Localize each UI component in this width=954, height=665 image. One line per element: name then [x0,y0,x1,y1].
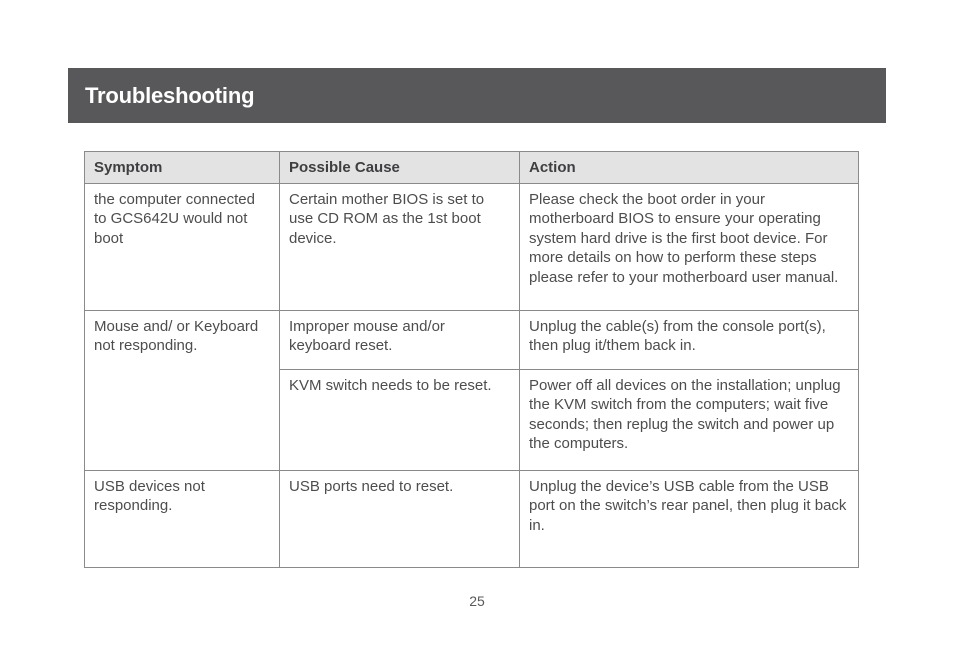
header-symptom: Symptom [85,152,280,184]
action-cell: Power off all devices on the installation; unplug the KVM switch from the computers; wait five seconds; then replug the switch and power up the computers. [520,370,859,471]
troubleshooting-table [84,151,859,568]
section-title-bar [68,68,886,123]
page-title: Troubleshooting [85,82,255,108]
action-cell: Unplug the cable(s) from the console port(s), then plug it/them back in. [520,311,859,370]
cause-cell: Improper mouse and/or keyboard reset. [280,311,520,370]
symptom-cell: USB devices not responding. [85,471,280,568]
action-cell: Please check the boot order in your motherboard BIOS to ensure your operating system hard drive is the first boot device. For more details on how to perform these steps please refer to your motherboard user manual. [520,184,859,311]
symptom-text: Mouse and/ or Keyboard not responding. [94,318,259,355]
cause-cell: Certain mother BIOS is set to use CD ROM as the 1st boot device. [280,184,520,311]
page-number: 25 [469,593,485,609]
cause-cell: USB ports need to reset. [280,471,520,568]
symptom-cell: the computer connected to GCS642U would not boot [85,184,280,311]
table-row [85,311,859,370]
cause-cell: KVM switch needs to be reset. [280,370,520,471]
table-row [85,471,859,568]
header-action: Action [520,152,859,184]
table-row [85,184,859,311]
symptom-cell [85,311,280,471]
action-cell: Unplug the device’s USB cable from the USB port on the switch’s rear panel, then plug it back in. [520,471,859,568]
table-header-row [85,152,859,184]
header-possible-cause: Possible Cause [280,152,520,184]
